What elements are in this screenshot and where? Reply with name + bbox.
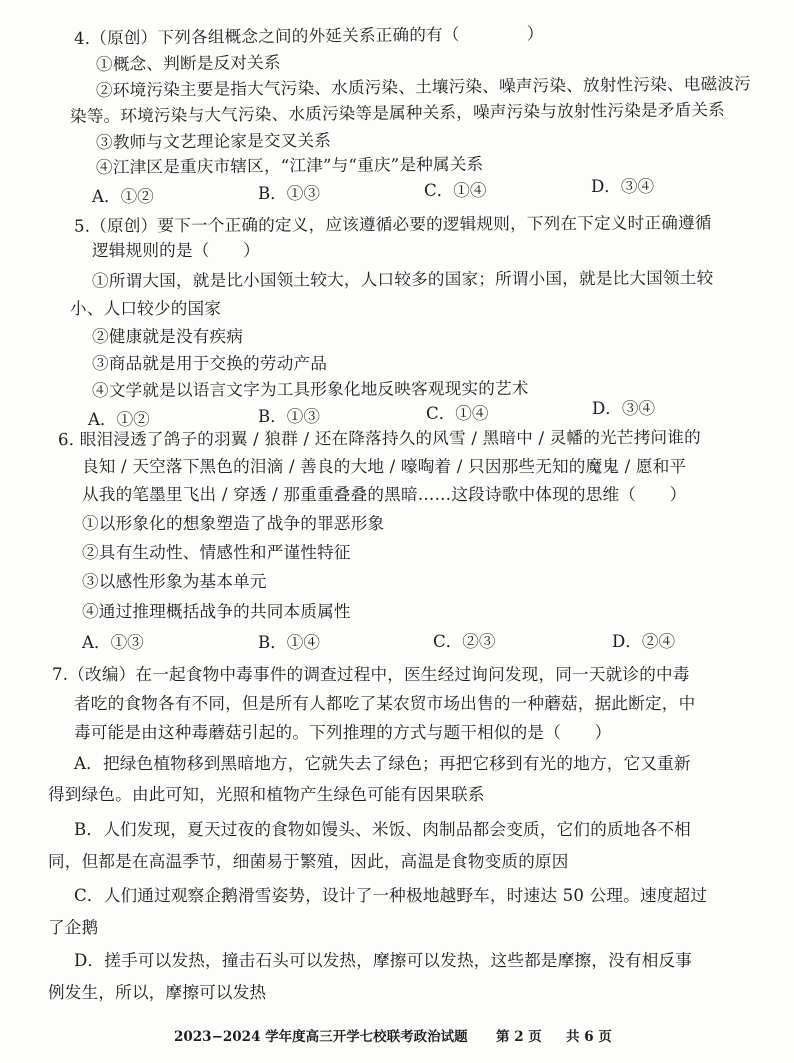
q7-choice-d-line-1: D．搓手可以发热，撞击石头可以发热，摩擦可以发热，这些都是摩擦，没有相反事 [74, 951, 693, 970]
q5-option-a: A．①② [88, 410, 150, 429]
q7-choice-a-line-2: 得到绿色。由此可知，光照和植物产生绿色可能有因果联系 [48, 785, 485, 804]
q7-stem-line-2: 者吃的食物各有不同，但是所有人都吃了某农贸市场出售的一种蘑菇，据此断定，中 [74, 694, 696, 713]
q7-stem-line-1: 7.（改编）在一起食物中毒事件的调查过程中，医生经过询问发现，同一天就诊的中毒 [52, 665, 690, 684]
q7-choice-b-line-2: 同，但都是在高温季节，细菌易于繁殖，因此，高温是食物变质的原因 [48, 852, 569, 871]
q4-item-1: ①概念、判断是反对关系 [95, 53, 281, 74]
q4-item-2-cont: 染等。环境污染与大气污染、水质污染等是属种关系，噪声污染与放射性污染是矛盾关系 [69, 100, 726, 126]
q6-option-c: C．②③ [433, 632, 496, 651]
q6-item-2: ②具有生动性、情感性和严谨性特征 [82, 543, 351, 562]
footer-page-number: 第 2 页 [496, 1029, 542, 1045]
q5-item-1-cont: 小、人口较少的国家 [70, 299, 222, 318]
footer-page-total: 共 6 页 [566, 1029, 612, 1045]
q5-option-d: D．③④ [592, 399, 656, 418]
q4-option-b: B．①③ [258, 184, 320, 203]
q7-choice-d-line-2: 例发生，所以，摩擦可以发热 [48, 983, 267, 1002]
q4-option-d: D．③④ [591, 177, 655, 196]
q4-item-4: ④江津区是重庆市辖区，“江津”与“重庆”是种属关系 [95, 154, 484, 177]
q6-stem-line-1: 6. 眼泪浸透了鸽子的羽翼 / 狼群 / 还在降落持久的风雪 / 黑暗中 / 灵幡的光芒拷问谁的 [57, 427, 701, 450]
q7-stem-line-3: 毒可能是由这种毒蘑菇引起的。下列推理的方式与题干相似的是（ ） [74, 723, 612, 742]
q4-option-a: A．①② [92, 187, 154, 206]
q5-item-2: ②健康就是没有疾病 [92, 327, 244, 346]
q6-stem-line-3: 从我的笔墨里飞出 / 穿透 / 那重重叠叠的黑暗……这段诗歌中体现的思维（ ） [82, 485, 687, 504]
q7-choice-c-line-1: C．人们通过观察企鹅滑雪姿势，设计了一种极地越野车，时速达 50 公理。速度超过 [74, 886, 708, 905]
q6-item-1: ①以形象化的想象塑造了战争的罪恶形象 [82, 514, 385, 533]
q5-option-c: C．①④ [426, 404, 489, 423]
q7-choice-c-line-2: 了企鹅 [48, 918, 99, 937]
q5-option-b: B．①③ [258, 407, 320, 426]
footer-exam-title: 2023−2024 学年度高三开学七校联考政治试题 [174, 1029, 468, 1045]
q4-stem: 4.（原创）下列各组概念之间的外延关系正确的有（ ） [73, 24, 544, 48]
q6-item-3: ③以感性形象为基本单元 [82, 572, 267, 591]
q7-choice-a-line-1: A．把绿色植物移到黑暗地方，它就失去了绿色；再把它移到有光的地方，它又重新 [74, 754, 691, 773]
q6-stem-line-2: 良知 / 天空落下黑色的泪滴 / 善良的大地 / 嚎啕着 / 只因那些无知的魔鬼 / 愿和平 [82, 457, 687, 476]
q6-item-4: ④通过推理概括战争的共同本质属性 [82, 602, 351, 621]
q6-option-d: D．②④ [612, 632, 676, 651]
q5-item-4: ④文学就是以语言文字为工具形象化地反映客观现实的艺术 [91, 378, 529, 401]
q4-option-c: C．①④ [424, 181, 487, 200]
q4-item-3: ③教师与文艺理论家是交叉关系 [95, 130, 332, 152]
q6-option-b: B．①④ [258, 633, 320, 652]
q7-choice-b-line-1: B．人们发现，夏天过夜的食物如馒头、米饭、肉制品都会变质，它们的质地各不相 [74, 820, 691, 839]
q5-item-1: ①所谓大国，就是比小国领土较大，人口较多的国家；所谓小国，就是比大国领土较 [91, 268, 714, 291]
q5-stem-line-1: 5.（原创）要下一个正确的定义，应该遵循必要的逻辑规则，下列在下定义时正确遵循 [73, 213, 712, 236]
q6-option-a: A．①③ [82, 633, 144, 652]
q4-item-2: ②环境污染主要是指大气污染、水质污染、土壤污染、噪声污染、放射性污染、电磁波污 [95, 74, 752, 100]
q5-stem-line-2: 逻辑规则的是（ ） [92, 241, 260, 260]
q5-item-3: ③商品就是用于交换的劳动产品 [92, 354, 328, 373]
